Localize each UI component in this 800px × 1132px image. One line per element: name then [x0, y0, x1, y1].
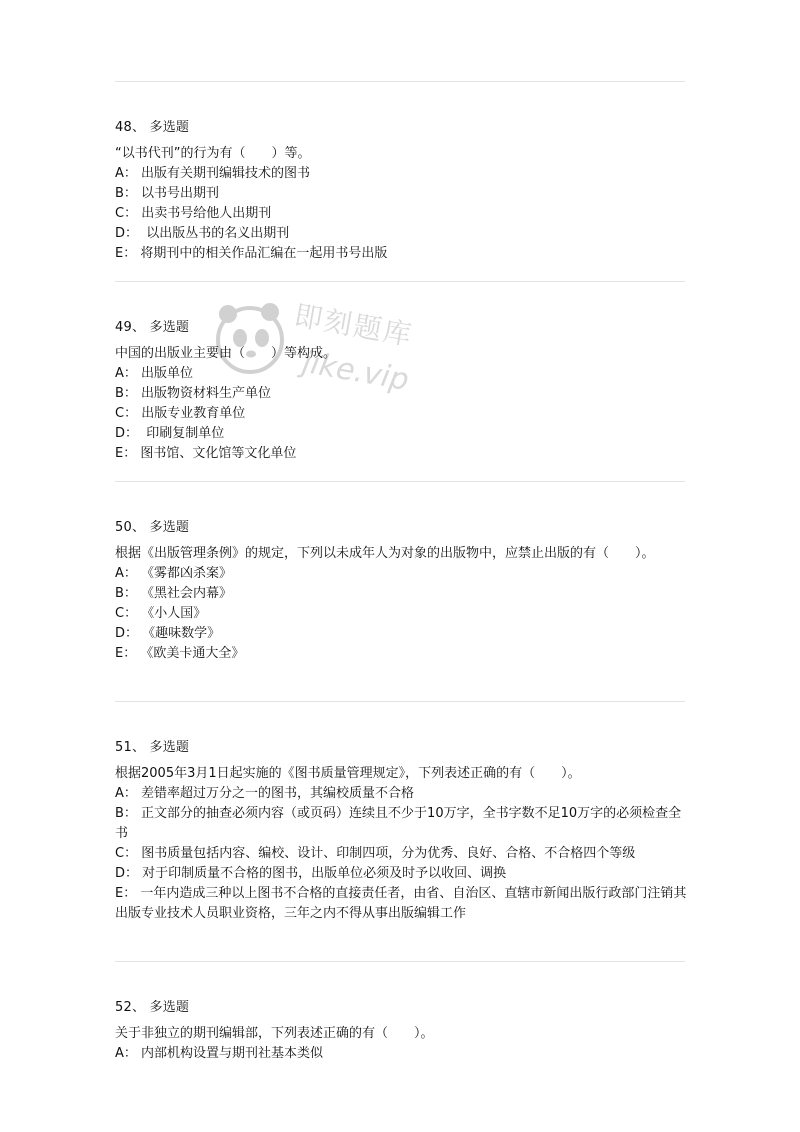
question-type: 多选题 [149, 520, 190, 535]
option-d: D： 印刷复制单位 [115, 426, 225, 441]
option-a: A： 内部机构设置与期刊社基本类似 [115, 1046, 324, 1061]
divider [115, 81, 685, 82]
option-a: A： 出版单位 [115, 366, 194, 381]
option-e: E： 图书馆、文化馆等文化单位 [115, 446, 297, 461]
question-50 [115, 518, 690, 664]
divider [115, 481, 685, 482]
question-header [115, 738, 690, 758]
divider [115, 281, 685, 282]
option-b: B： 正文部分的抽查必须内容（或页码）连续且不少于10万字，全书字数不足10万字的必须检查全书 [115, 806, 682, 841]
option-e: E： 《欧美卡通大全》 [115, 646, 245, 661]
option-a: A： 《雾都凶杀案》 [115, 566, 233, 581]
divider [115, 701, 685, 702]
option-c: C： 图书质量包括内容、编校、设计、印制四项，分为优秀、良好、合格、不合格四个等级 [115, 846, 636, 861]
question-stem: 中国的出版业主要由（ ）等构成。 [115, 346, 337, 361]
question-stem: “以书代刊”的行为有（ ）等。 [115, 146, 311, 161]
option-a: A： 差错率超过万分之一的图书，其编校质量不合格 [115, 786, 415, 801]
divider [115, 961, 685, 962]
question-number: 48、 [115, 120, 146, 135]
option-c: C： 《小人国》 [115, 606, 207, 621]
question-52 [115, 998, 690, 1064]
question-number: 50、 [115, 520, 146, 535]
option-c: C： 出卖书号给他人出期刊 [115, 206, 272, 221]
question-type: 多选题 [149, 740, 190, 755]
option-d: D： 对于印制质量不合格的图书，出版单位必须及时予以收回、调换 [115, 866, 507, 881]
option-b: B： 《黑社会内幕》 [115, 586, 233, 601]
question-header [115, 998, 690, 1018]
question-49 [115, 318, 690, 464]
question-stem: 关于非独立的期刊编辑部，下列表述正确的有（ ）。 [115, 1026, 434, 1041]
option-b: B： 以书号出期刊 [115, 186, 220, 201]
watermark-cn: 即刻题库 [291, 298, 416, 353]
option-e: E： 一年内造成三种以上图书不合格的直接责任者，由省、自治区、直辖市新闻出版行政部门注销其出版专业技术人员职业资格，三年之内不得从事出版编辑工作 [115, 886, 687, 921]
question-type: 多选题 [149, 320, 190, 335]
option-d: D： 以出版丛书的名义出期刊 [115, 226, 290, 241]
question-number: 52、 [115, 1000, 146, 1015]
question-48 [115, 118, 690, 264]
question-header [115, 318, 690, 338]
question-stem: 根据2005年3月1日起实施的《图书质量管理规定》，下列表述正确的有（ ）。 [115, 766, 581, 781]
option-e: E： 将期刊中的相关作品汇编在一起用书号出版 [115, 246, 388, 261]
option-d: D： 《趣味数学》 [115, 626, 221, 641]
question-51 [115, 738, 690, 924]
question-type: 多选题 [149, 120, 190, 135]
option-b: B： 出版物资材料生产单位 [115, 386, 272, 401]
option-a: A： 出版有关期刊编辑技术的图书 [115, 166, 311, 181]
option-c: C： 出版专业教育单位 [115, 406, 246, 421]
question-number: 51、 [115, 740, 146, 755]
question-header [115, 518, 690, 538]
question-type: 多选题 [149, 1000, 190, 1015]
question-header [115, 118, 690, 138]
watermark-en: jike.vip [299, 344, 412, 399]
question-stem: 根据《出版管理条例》的规定，下列以未成年人为对象的出版物中，应禁止出版的有（ ）。 [115, 546, 655, 561]
question-number: 49、 [115, 320, 146, 335]
